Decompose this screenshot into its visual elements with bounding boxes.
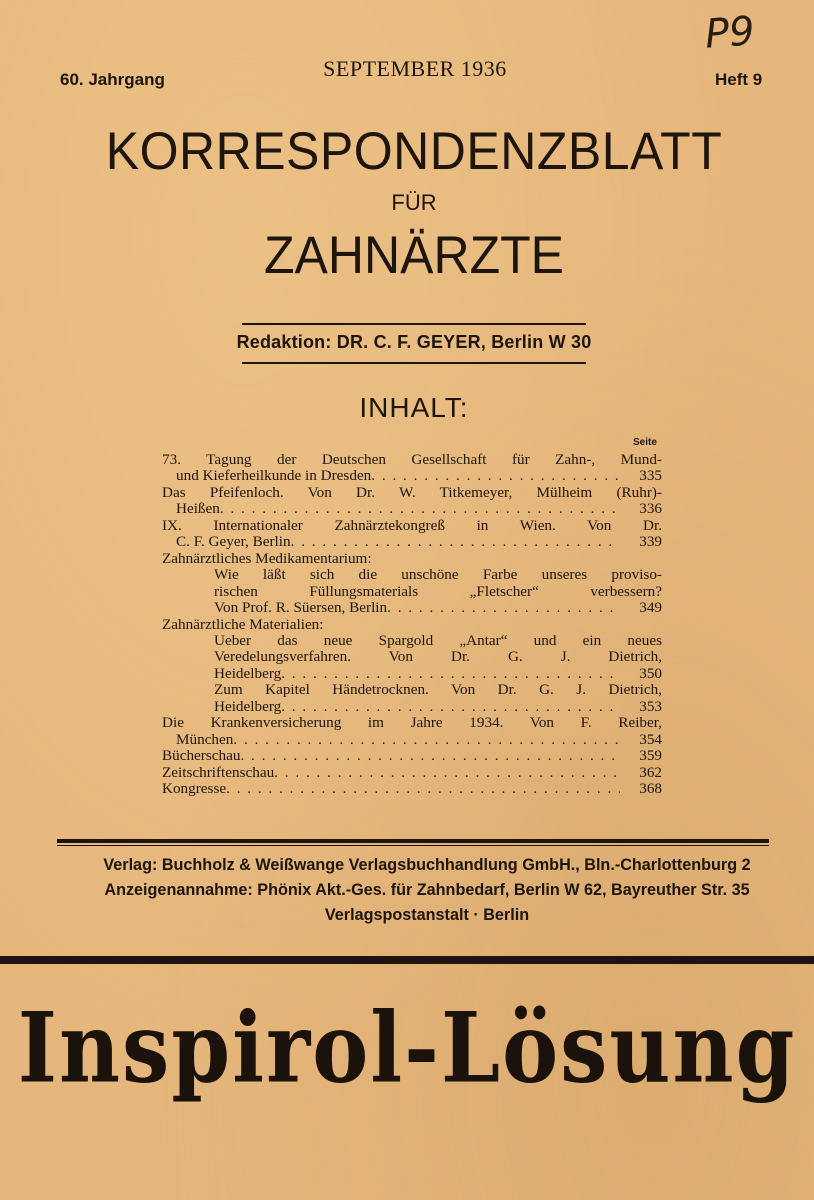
- toc-page-number: 362: [639, 763, 662, 781]
- toc-section-heading: Zahnärztliche Materialien:: [162, 615, 324, 633]
- advertisement-top-rule: [0, 956, 814, 964]
- toc-page-number: 335: [639, 467, 662, 485]
- publisher-top-rule-thin: [57, 845, 769, 846]
- issue-date: [0, 56, 814, 82]
- toc-entry-line: [162, 501, 662, 517]
- publisher-line: Verlag: Buchholz & Weißwange Verlagsbuchhandlung GmbH., Bln.-Charlottenburg 2: [103, 856, 751, 874]
- toc-entry-title: Ueber das neue Spargold „Antar“ und ein neues: [214, 631, 662, 649]
- volume-label: 60. Jahrgang: [60, 70, 165, 89]
- toc-page-number: 350: [639, 664, 662, 682]
- toc-entry-title: Veredelungsverfahren. Von Dr. G. J. Dietrich,: [214, 648, 662, 666]
- toc-entry-line: [162, 699, 662, 715]
- contents-heading: INHALT:: [359, 392, 469, 423]
- toc-entry-line: [162, 518, 662, 534]
- toc-entry-line: [162, 666, 662, 682]
- toc-entry-line: [162, 485, 662, 501]
- editor-top-rule: [242, 323, 586, 325]
- postal-line: Verlagspostanstalt · Berlin: [324, 906, 530, 924]
- toc-entry-title: C. F. Geyer, Berlin: [176, 533, 291, 551]
- toc-entry-title: Von Prof. R. Süersen, Berlin: [214, 599, 388, 617]
- toc-entry-title: Zeitschriftenschau: [162, 763, 275, 781]
- advertisement-text: Inspirol-Lösung: [17, 990, 797, 1105]
- masthead-connector: FÜR: [391, 190, 437, 215]
- toc-entry-line: [162, 468, 662, 484]
- toc-dot-leader: [281, 699, 620, 715]
- toc-entry-title: Kongresse: [162, 780, 227, 798]
- toc-entry-title: Die Krankenversicherung im Jahre 1934. Von F. Reiber,: [162, 714, 662, 732]
- toc-entry-title: Wie läßt sich die unschöne Farbe unseres proviso-: [214, 566, 662, 584]
- toc-dot-leader: [274, 765, 620, 781]
- toc-entry-title: Bücherschau: [162, 747, 241, 765]
- toc-entry-line: [162, 452, 662, 468]
- toc-dot-leader: [220, 501, 620, 517]
- issue-date-text: SEPTEMBER 1936: [323, 56, 507, 81]
- page-column-label: Seite: [633, 437, 657, 448]
- toc-entry-title: München: [176, 730, 234, 748]
- toc-entry-title: Zum Kapitel Händetrocknen. Von Dr. G. J. Dietrich,: [214, 681, 662, 699]
- masthead-subtitle: ZAHNÄRZTE: [264, 225, 564, 285]
- toc-dot-leader: [291, 534, 620, 550]
- toc-entry-line: [162, 600, 662, 616]
- toc-entry-line: [162, 682, 662, 698]
- toc-entry-line: [162, 534, 662, 550]
- toc-entry-title: Heidelberg: [214, 664, 282, 682]
- toc-entry-line: [162, 567, 662, 583]
- table-of-contents: [162, 452, 662, 798]
- toc-entry-title: Heißen: [176, 500, 220, 518]
- editor-line: Redaktion: DR. C. F. GEYER, Berlin W 30: [236, 332, 592, 352]
- toc-entry-line: [162, 715, 662, 731]
- toc-entry-line: [162, 732, 662, 748]
- toc-dot-leader: [226, 781, 620, 797]
- toc-page-number: 339: [639, 533, 662, 551]
- toc-page-number: 349: [639, 599, 662, 617]
- toc-entry-title: IX. Internationaler Zahnärztekongreß in Wien. Von Dr.: [162, 516, 662, 534]
- toc-entry-line: [162, 584, 662, 600]
- toc-entry-line: [162, 649, 662, 665]
- toc-page-number: 359: [639, 747, 662, 765]
- toc-dot-leader: [387, 600, 620, 616]
- toc-entry-line: [162, 633, 662, 649]
- masthead-title: KORRESPONDENZBLATT: [105, 121, 723, 181]
- toc-entry-line: [162, 781, 662, 797]
- toc-entry-line: [162, 765, 662, 781]
- toc-dot-leader: [371, 468, 620, 484]
- toc-entry-title: 73. Tagung der Deutschen Gesellschaft für Zahn-, Mund-: [162, 451, 662, 468]
- toc-dot-leader: [233, 732, 620, 748]
- toc-entry-title: Heidelberg: [214, 697, 282, 715]
- toc-page-number: 353: [639, 697, 662, 715]
- toc-entry-title: Das Pfeifenloch. Von Dr. W. Titkemeyer, Mülheim (Ruhr)-: [162, 483, 662, 501]
- toc-page-number: 354: [639, 730, 662, 748]
- toc-section-heading: Zahnärztliches Medikamentarium:: [162, 549, 372, 567]
- toc-entry-title: und Kieferheilkunde in Dresden: [176, 467, 372, 485]
- toc-page-number: 368: [639, 780, 662, 798]
- toc-dot-leader: [240, 748, 620, 764]
- toc-entry-title: rischen Füllungsmaterials „Fletscher“ verbessern?: [214, 582, 662, 600]
- handwritten-note: P9: [703, 8, 757, 58]
- toc-dot-leader: [281, 666, 620, 682]
- toc-page-number: 336: [639, 500, 662, 518]
- issue-number: Heft 9: [715, 70, 763, 89]
- publisher-top-rule: [57, 839, 769, 843]
- advertising-line: Anzeigenannahme: Phönix Akt.-Ges. für Zahnbedarf, Berlin W 62, Bayreuther Str. 35: [104, 881, 750, 899]
- editor-bottom-rule: [242, 362, 586, 364]
- toc-entry-line: [162, 748, 662, 764]
